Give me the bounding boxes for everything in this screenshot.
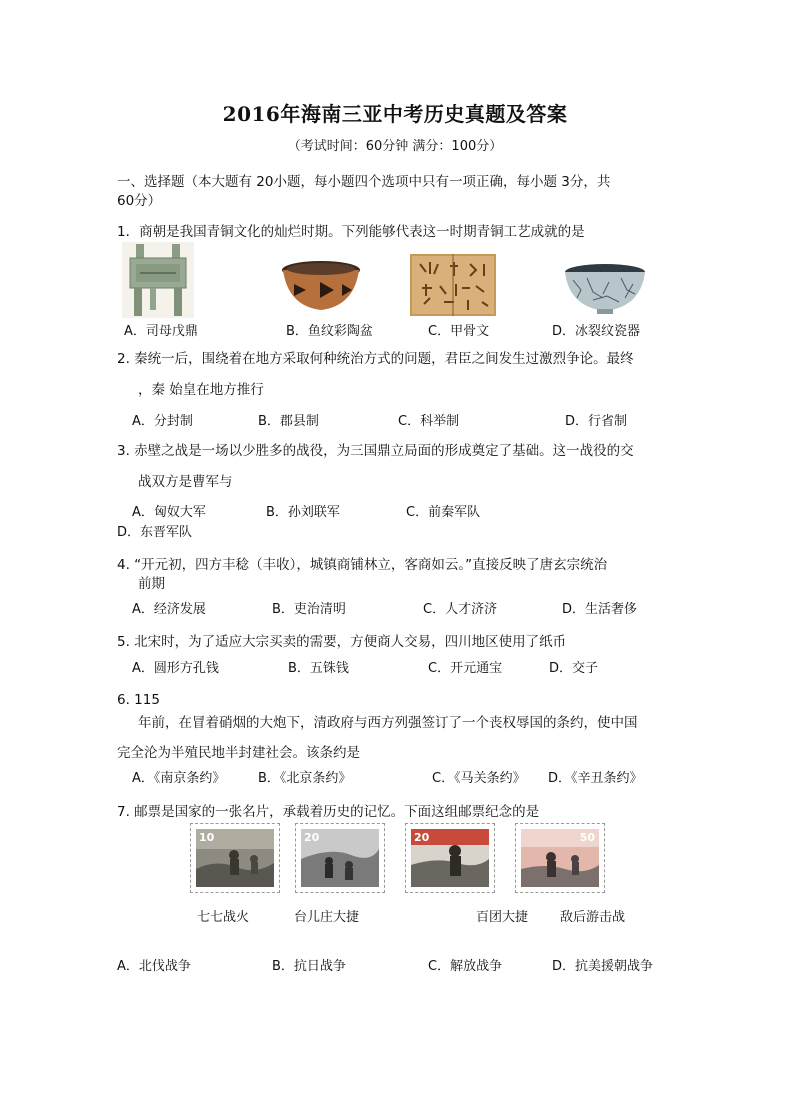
ice-crack-porcelain-image — [563, 262, 647, 316]
simuwu-ding-image — [122, 242, 194, 318]
q2-option-d: D．行省制 — [565, 414, 628, 429]
q2-stem-line2: ，秦 始皇在地方推行 — [138, 382, 264, 398]
q7-option-c: C．解放战争 — [428, 959, 503, 974]
q4-option-b: B．吏治清明 — [272, 602, 346, 617]
q7-option-b: B．抗日战争 — [272, 959, 346, 974]
stamp-1-denomination: 10 — [199, 831, 215, 844]
q2-option-c: C．科举制 — [398, 414, 460, 429]
q4-option-d: D．生活奢侈 — [562, 602, 638, 617]
q1-stem: 1．商朝是我国青铜文化的灿烂时期。下列能够代表这一时期青铜工艺成就的是 — [117, 224, 585, 240]
q2-option-b: B．郡县制 — [258, 414, 319, 429]
stamp-3 — [405, 823, 495, 893]
q6-option-d: D．《辛丑条约》 — [548, 771, 643, 786]
q1-option-d: D．冰裂纹瓷器 — [552, 324, 641, 339]
q6-number: 6. 115 — [117, 692, 160, 708]
q6-option-c: C．《马关条约》 — [432, 771, 526, 786]
q5-option-a: A．圆形方孔钱 — [132, 661, 219, 676]
exam-info: （考试时间：60分钟 满分：100分） — [287, 139, 503, 154]
stamp-caption-1: 七七战火 — [197, 910, 250, 925]
q6-stem-line2: 完全沦为半殖民地半封建社会。该条约是 — [117, 745, 360, 761]
q4-option-a: A．经济发展 — [132, 602, 206, 617]
q3-stem-line1: 3. 赤壁之战是一场以少胜多的战役，为三国鼎立局面的形成奠定了基础。这一战役的交 — [117, 443, 634, 459]
q5-option-c: C．开元通宝 — [428, 661, 503, 676]
section-heading-line2: 60分） — [117, 193, 162, 209]
q4-stem-line2: 前期 — [138, 576, 165, 592]
q2-option-a: A．分封制 — [132, 414, 193, 429]
q5-stem: 5. 北宋时，为了适应大宗买卖的需要，方便商人交易，四川地区使用了纸币 — [117, 634, 567, 650]
q2-stem-line1: 2. 秦统一后，围绕着在地方采取何种统治方式的问题，君臣之间发生过激烈争论。最终 — [117, 351, 634, 367]
q4-stem-line1: 4. “开元初，四方丰稔（丰收），城镇商铺林立，客商如云。”直接反映了唐玄宗统治 — [117, 557, 608, 573]
q7-option-d: D．抗美援朝战争 — [552, 959, 654, 974]
oracle-bone-image — [410, 254, 496, 316]
q1-option-a: A．司母戊鼎 — [124, 324, 198, 339]
q3-option-b: B．孙刘联军 — [266, 505, 340, 520]
q1-option-c: C．甲骨文 — [428, 324, 490, 339]
q7-stem: 7. 邮票是国家的一张名片，承载着历史的记忆。下面这组邮票纪念的是 — [117, 804, 540, 820]
stamp-caption-3: 百团大捷 — [476, 910, 529, 925]
q4-option-c: C．人才济济 — [423, 602, 498, 617]
q1-option-b: B．鱼纹彩陶盆 — [286, 324, 373, 339]
stamp-caption-4: 敌后游击战 — [560, 910, 626, 925]
q6-option-b: B．《北京条约》 — [258, 771, 352, 786]
q3-option-d: D．东晋军队 — [117, 525, 193, 540]
q3-option-c: C．前秦军队 — [406, 505, 481, 520]
q3-option-a: A．匈奴大军 — [132, 505, 206, 520]
stamp-2 — [295, 823, 385, 893]
stamp-2-denomination: 20 — [304, 831, 320, 844]
stamp-1 — [190, 823, 280, 893]
stamp-4-denomination: 50 — [579, 831, 595, 844]
fish-pattern-basin-image — [280, 258, 362, 314]
q5-option-b: B．五铢钱 — [288, 661, 349, 676]
stamp-caption-2: 台儿庄大捷 — [294, 910, 360, 925]
q5-option-d: D．交子 — [549, 661, 599, 676]
stamp-4 — [515, 823, 605, 893]
q3-stem-line2: 战双方是曹军与 — [138, 474, 233, 490]
q6-option-a: A．《南京条约》 — [132, 771, 226, 786]
page-title: 2016年海南三亚中考历史真题及答案 — [222, 102, 568, 126]
q6-stem-line1: 年前，在冒着硝烟的大炮下，清政府与西方列强签订了一个丧权辱国的条约，使中国 — [138, 715, 638, 731]
section-heading-line1: 一、选择题（本大题有 20小题，每小题四个选项中只有一项正确，每小题 3分，共 — [117, 174, 611, 190]
stamp-3-denomination: 20 — [414, 831, 430, 844]
q7-option-a: A．北伐战争 — [117, 959, 191, 974]
